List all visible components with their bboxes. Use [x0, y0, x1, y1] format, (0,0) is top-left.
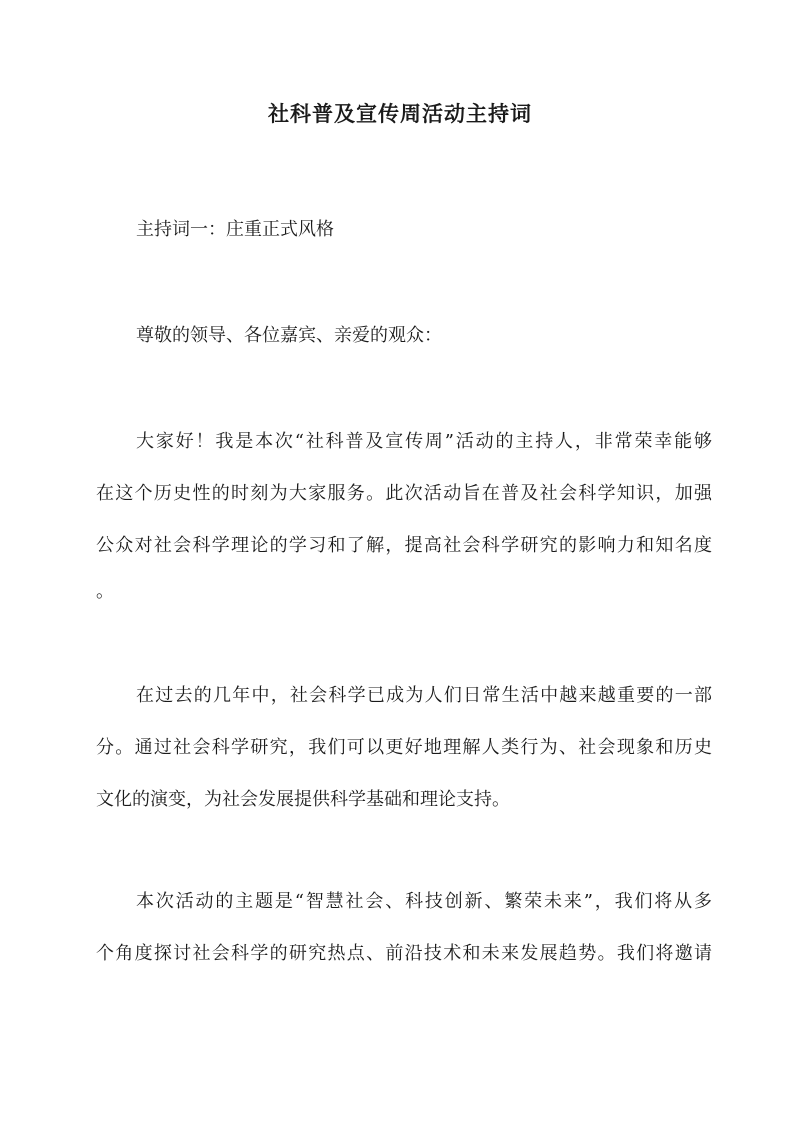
- paragraph-2-line-2: 分。通过社会科学研究，我们可以更好地理解人类行为、社会现象和历史: [96, 737, 712, 758]
- paragraph-1-line-3: 公众对社会科学理论的学习和了解，提高社会科学研究的影响力和知名度: [96, 535, 712, 556]
- paragraph-1-line-1: 大家好！我是本次“社科普及宣传周”活动的主持人，非常荣幸能够: [136, 431, 712, 452]
- paragraph-1-line-2: 在这个历史性的时刻为大家服务。此次活动旨在普及社会科学知识，加强: [96, 483, 712, 504]
- paragraph-1-line-4: 。: [96, 581, 114, 602]
- salutation: 尊敬的领导、各位嘉宾、亲爱的观众：: [136, 325, 442, 346]
- paragraph-2-line-1: 在过去的几年中，社会科学已成为人们日常生活中越来越重要的一部: [136, 685, 712, 706]
- paragraph-3-line-2: 个角度探讨社会科学的研究热点、前沿技术和未来发展趋势。我们将邀请: [96, 943, 712, 964]
- section-heading: 主持词一：庄重正式风格: [136, 219, 334, 240]
- paragraph-3-line-1: 本次活动的主题是“智慧社会、科技创新、繁荣未来”，我们将从多: [136, 891, 712, 912]
- document-title: 社科普及宣传周活动主持词: [268, 101, 532, 126]
- paragraph-2-line-3: 文化的演变，为社会发展提供科学基础和理论支持。: [96, 789, 510, 810]
